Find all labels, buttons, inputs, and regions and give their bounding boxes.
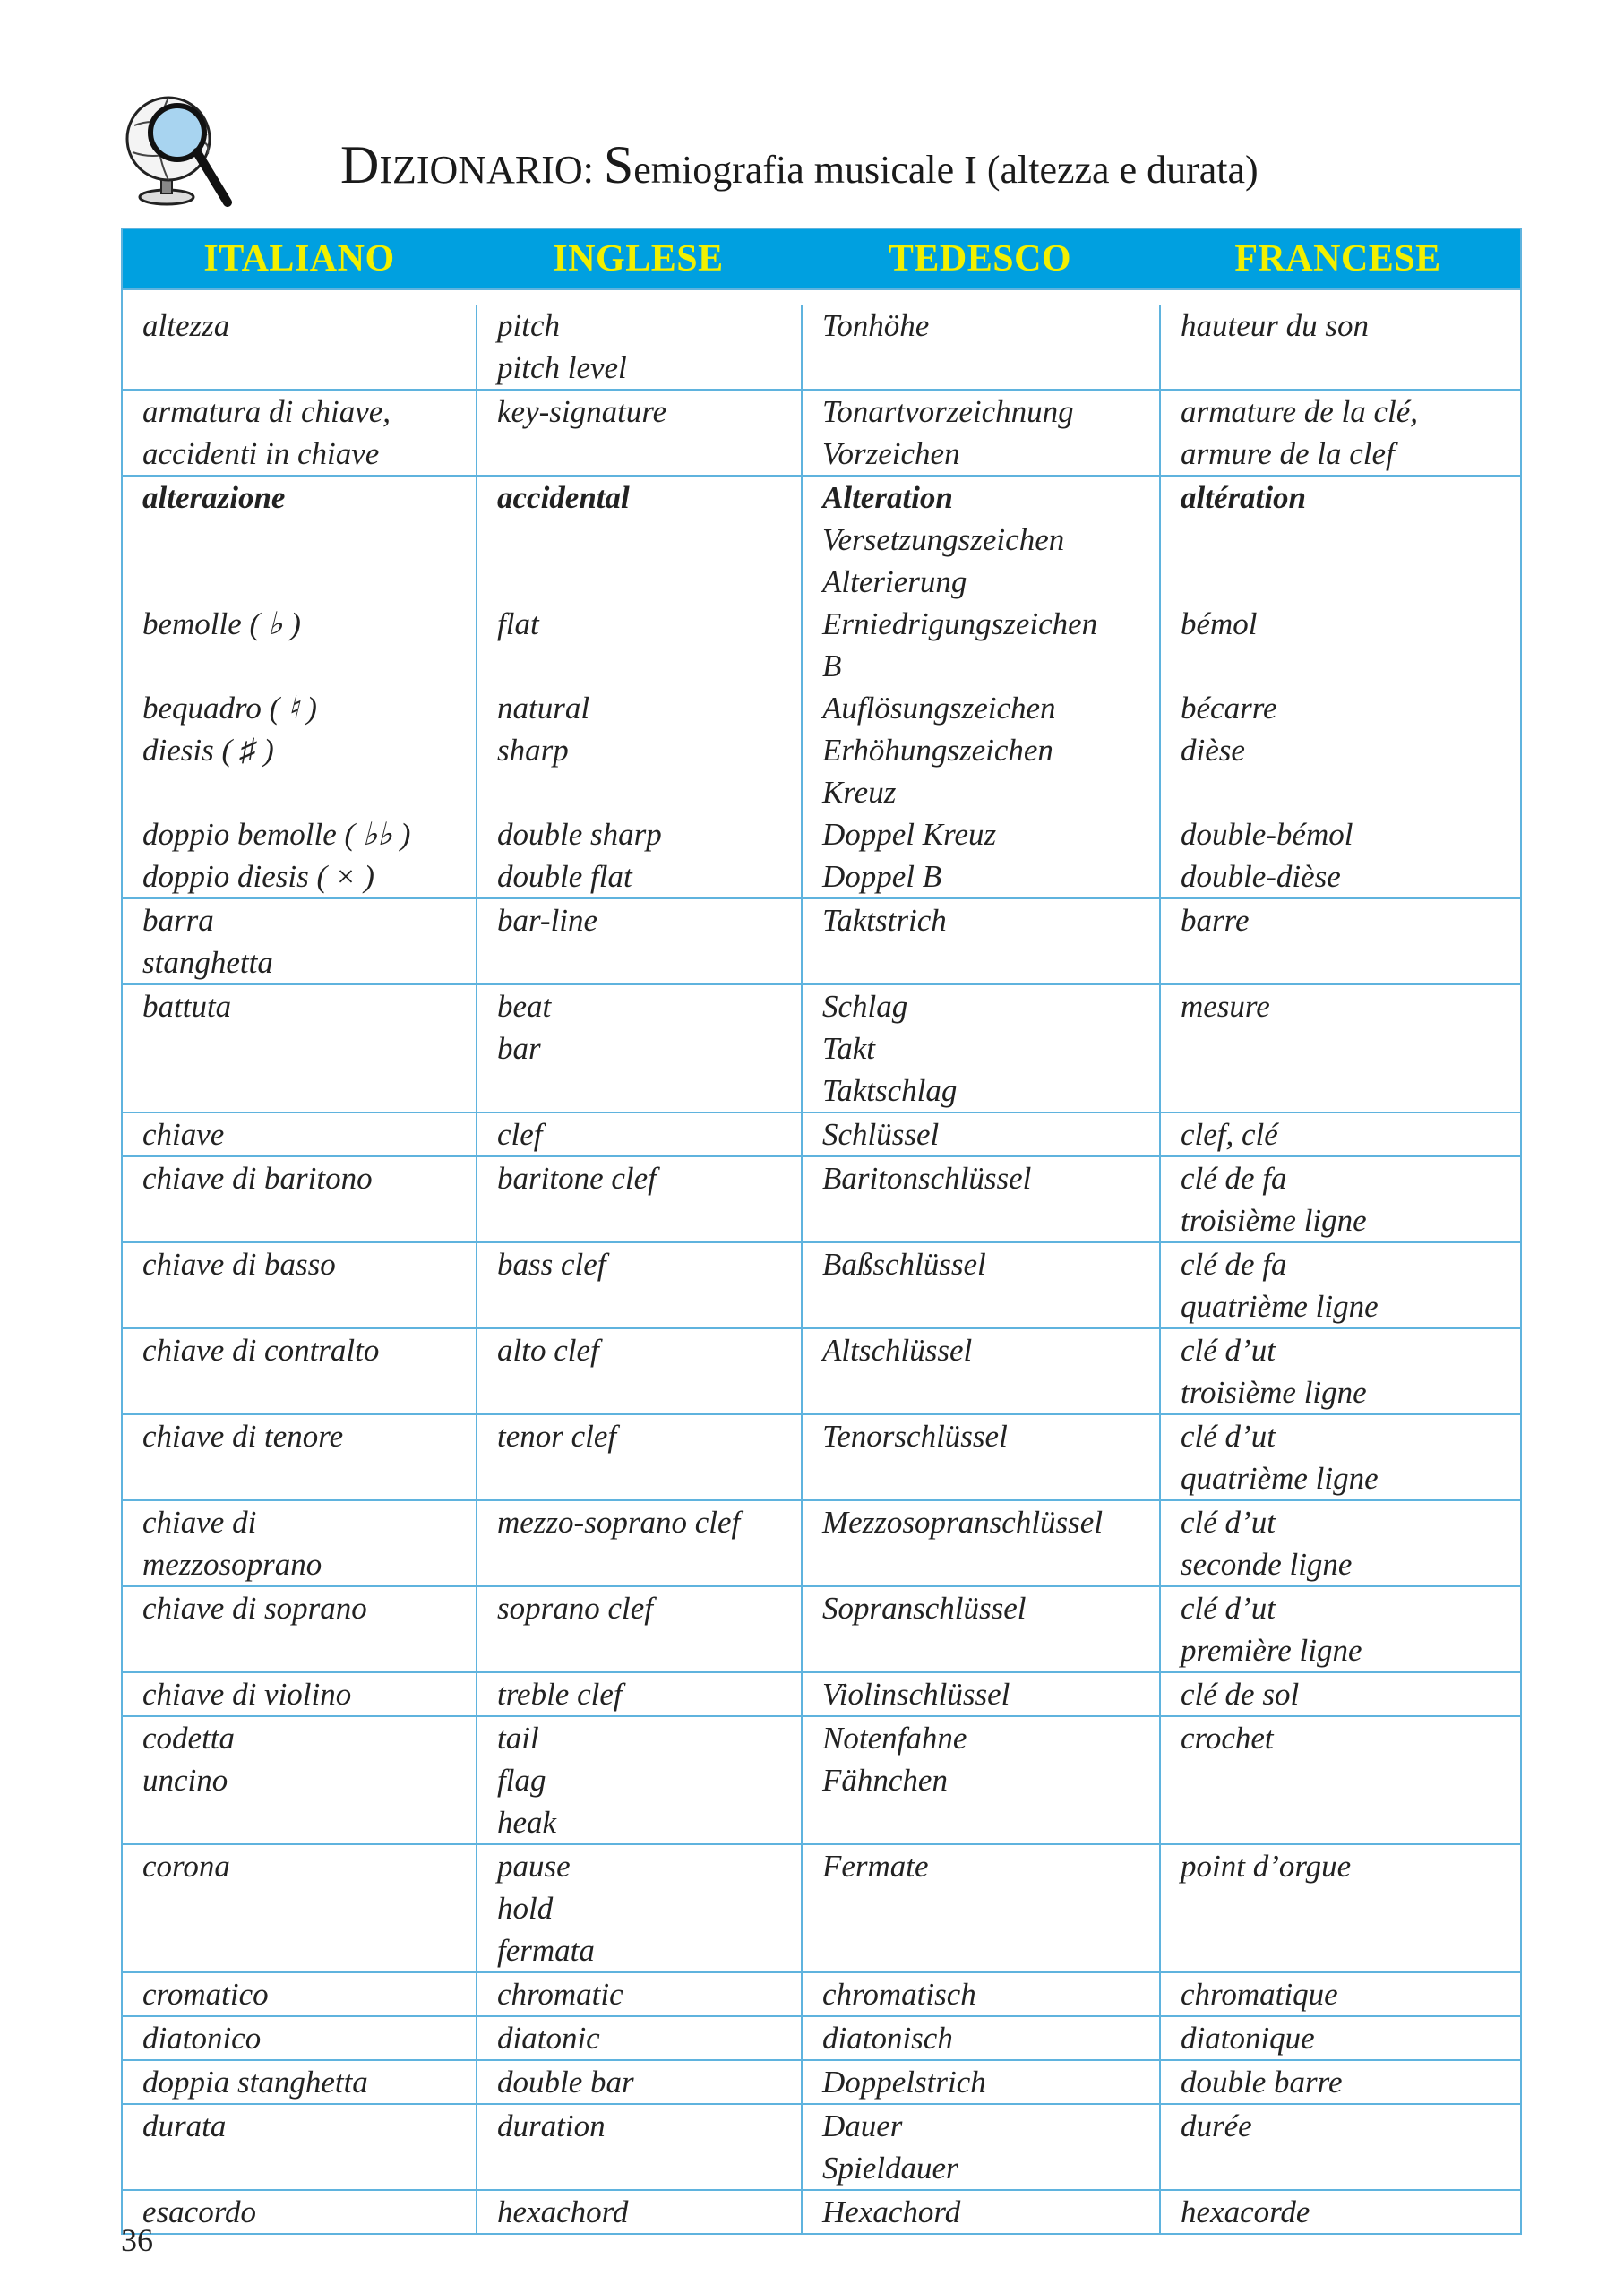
- term: [1181, 1759, 1517, 1801]
- term: [497, 1457, 801, 1499]
- cell-italiano: [123, 1157, 476, 1241]
- term: [142, 1371, 476, 1413]
- term: double barre: [1181, 2065, 1343, 2100]
- term: tail: [497, 1721, 539, 1756]
- cell-tedesco: [801, 985, 1159, 1112]
- table-row: [123, 1413, 1520, 1499]
- term: [142, 1199, 476, 1241]
- term: [142, 561, 476, 603]
- term: altération: [1181, 480, 1307, 515]
- term: Takt: [822, 1031, 876, 1066]
- term: quatrième ligne: [1181, 1289, 1379, 1324]
- term: key-signature: [497, 394, 667, 429]
- term: Baßschlüssel: [822, 1247, 986, 1282]
- cell-italiano: [123, 1113, 476, 1155]
- cell-francese: [1159, 2191, 1517, 2233]
- term: esacordo: [142, 2194, 257, 2229]
- term: [822, 1629, 1159, 1671]
- term: durée: [1181, 2108, 1252, 2143]
- table-row: [123, 288, 1520, 389]
- cell-inglese: [476, 2105, 801, 2189]
- cell-italiano: [123, 1973, 476, 2015]
- term: heak: [497, 1805, 557, 1840]
- term: armure de la clef: [1181, 436, 1395, 471]
- term: [142, 1457, 476, 1499]
- term: bass clef: [497, 1247, 606, 1282]
- term: [497, 941, 801, 983]
- cell-italiano: [123, 1501, 476, 1585]
- cell-inglese: [476, 1845, 801, 1971]
- term: [142, 771, 476, 813]
- table-row: [123, 2015, 1520, 2059]
- term: hexachord: [497, 2194, 629, 2229]
- term: diatonique: [1181, 2021, 1315, 2056]
- table-row: [123, 1971, 1520, 2015]
- cell-inglese: [476, 1113, 801, 1155]
- term: uncino: [142, 1763, 228, 1798]
- cell-francese: [1159, 1329, 1517, 1413]
- term: Fähnchen: [822, 1763, 948, 1798]
- cell-tedesco: [801, 1845, 1159, 1971]
- term: [1181, 1887, 1517, 1929]
- term: Doppel B: [822, 859, 942, 894]
- term: Notenfahne: [822, 1721, 967, 1756]
- cell-francese: [1159, 1415, 1517, 1499]
- term: doppio diesis ( × ): [142, 859, 374, 894]
- term: clef: [497, 1117, 543, 1152]
- column-header-inglese: INGLESE: [553, 238, 724, 279]
- cell-tedesco: [801, 2191, 1159, 2233]
- term: [1181, 1929, 1517, 1971]
- term: chiave di tenore: [142, 1419, 344, 1454]
- term: double-bémol: [1181, 817, 1353, 852]
- term: [1181, 1801, 1517, 1843]
- cell-francese: [1159, 1717, 1517, 1843]
- cell-francese: [1159, 1973, 1517, 2015]
- term: clé d’ut: [1181, 1505, 1276, 1540]
- cell-italiano: [123, 1717, 476, 1843]
- table-row: [123, 1241, 1520, 1327]
- term: [822, 1199, 1159, 1241]
- cell-tedesco: [801, 305, 1159, 389]
- term: [1181, 1027, 1517, 1069]
- term: [497, 1285, 801, 1327]
- term: beat: [497, 989, 552, 1024]
- title-part: IZIONARIO:: [379, 148, 604, 192]
- term: hauteur du son: [1181, 308, 1369, 343]
- table-row: [123, 2189, 1520, 2233]
- term: [822, 1457, 1159, 1499]
- term: corona: [142, 1849, 230, 1884]
- term: [142, 1887, 476, 1929]
- title-part: emiografia musicale I (altezza e durata): [633, 148, 1259, 192]
- table-row: [123, 389, 1520, 475]
- cell-francese: [1159, 1501, 1517, 1585]
- term: dièse: [1181, 733, 1245, 768]
- term: bequadro ( ♮ ): [142, 691, 317, 726]
- term: Erniedrigungszeichen: [822, 606, 1098, 641]
- cell-italiano: [123, 1243, 476, 1327]
- cell-italiano: [123, 477, 476, 897]
- table-header: [123, 229, 1520, 288]
- globe-magnifier-icon: [122, 90, 238, 210]
- term: troisième ligne: [1181, 1203, 1367, 1238]
- term: duration: [497, 2108, 606, 2143]
- term: fermata: [497, 1933, 595, 1968]
- term: tenor clef: [497, 1419, 617, 1454]
- dictionary-table: [121, 228, 1522, 2235]
- cell-tedesco: [801, 2017, 1159, 2059]
- cell-inglese: [476, 2061, 801, 2103]
- cell-tedesco: [801, 391, 1159, 475]
- term: [497, 519, 801, 561]
- table-row: [123, 1715, 1520, 1843]
- term: natural: [497, 691, 590, 726]
- cell-tedesco: [801, 1973, 1159, 2015]
- cell-francese: [1159, 1157, 1517, 1241]
- term: Spieldauer: [822, 2151, 958, 2186]
- term: chromatisch: [822, 1977, 976, 2012]
- term: Versetzungszeichen: [822, 522, 1065, 557]
- term: clé de sol: [1181, 1677, 1300, 1712]
- term: Taktstrich: [822, 903, 947, 938]
- term: cromatico: [142, 1977, 269, 2012]
- cell-inglese: [476, 1329, 801, 1413]
- term: treble clef: [497, 1677, 623, 1712]
- term: Tonartvorzeichnung: [822, 394, 1074, 429]
- term: [497, 771, 801, 813]
- term: Auflösungszeichen: [822, 691, 1056, 726]
- term: hold: [497, 1891, 554, 1926]
- term: [1181, 1069, 1517, 1112]
- term: barre: [1181, 903, 1250, 938]
- cell-tedesco: [801, 2061, 1159, 2103]
- term: seconde ligne: [1181, 1547, 1353, 1582]
- cell-inglese: [476, 1717, 801, 1843]
- page-title: [340, 134, 1259, 196]
- term: [822, 941, 1159, 983]
- table-row: [123, 983, 1520, 1112]
- cell-inglese: [476, 1415, 801, 1499]
- cell-italiano: [123, 985, 476, 1112]
- cell-tedesco: [801, 1717, 1159, 1843]
- term: [142, 1027, 476, 1069]
- term: troisième ligne: [1181, 1375, 1367, 1410]
- term: [142, 1069, 476, 1112]
- cell-italiano: [123, 1587, 476, 1671]
- cell-francese: [1159, 2017, 1517, 2059]
- term: [497, 433, 801, 475]
- cell-francese: [1159, 899, 1517, 983]
- table-row: [123, 1843, 1520, 1971]
- term: [822, 1543, 1159, 1585]
- term: mesure: [1181, 989, 1270, 1024]
- cell-italiano: [123, 899, 476, 983]
- term: [497, 1543, 801, 1585]
- term: bemolle ( ♭ ): [142, 606, 301, 641]
- term: [497, 1069, 801, 1112]
- cell-tedesco: [801, 2105, 1159, 2189]
- table-row: [123, 1499, 1520, 1585]
- table-row: [123, 897, 1520, 983]
- term: bar: [497, 1031, 541, 1066]
- term: [497, 2147, 801, 2189]
- term: flat: [497, 606, 539, 641]
- cell-tedesco: [801, 477, 1159, 897]
- term: clé de fa: [1181, 1247, 1287, 1282]
- term: Doppel Kreuz: [822, 817, 997, 852]
- term: [497, 561, 801, 603]
- cell-italiano: [123, 2191, 476, 2233]
- term: première ligne: [1181, 1633, 1362, 1668]
- column-header-italiano: ITALIANO: [203, 238, 395, 279]
- term: accidental: [497, 480, 630, 515]
- term: chiave: [142, 1117, 225, 1152]
- cell-tedesco: [801, 1243, 1159, 1327]
- table-row: [123, 2059, 1520, 2103]
- term: Alterierung: [822, 564, 967, 599]
- cell-francese: [1159, 391, 1517, 475]
- term: Schlüssel: [822, 1117, 940, 1152]
- term: clé d’ut: [1181, 1419, 1276, 1454]
- term: doppio bemolle ( ♭♭ ): [142, 817, 411, 852]
- cell-tedesco: [801, 899, 1159, 983]
- term: Mezzosopranschlüssel: [822, 1505, 1104, 1540]
- cell-tedesco: [801, 1501, 1159, 1585]
- term: Dauer: [822, 2108, 903, 2143]
- term: [822, 347, 1159, 389]
- term: diatonic: [497, 2021, 600, 2056]
- term: [1181, 519, 1517, 561]
- cell-italiano: [123, 1415, 476, 1499]
- term: Violinschlüssel: [822, 1677, 1010, 1712]
- term: accidenti in chiave: [142, 436, 380, 471]
- table-row: [123, 1112, 1520, 1155]
- cell-inglese: [476, 2191, 801, 2233]
- table-row: [123, 1327, 1520, 1413]
- term: [142, 1929, 476, 1971]
- cell-francese: [1159, 2105, 1517, 2189]
- term: [142, 1629, 476, 1671]
- cell-inglese: [476, 899, 801, 983]
- term: hexacorde: [1181, 2194, 1310, 2229]
- term: altezza: [142, 308, 230, 343]
- term: chiave di violino: [142, 1677, 352, 1712]
- cell-italiano: [123, 2061, 476, 2103]
- term: double flat: [497, 859, 632, 894]
- term: Baritonschlüssel: [822, 1161, 1032, 1196]
- cell-francese: [1159, 477, 1517, 897]
- term: [142, 347, 476, 389]
- cell-italiano: [123, 1329, 476, 1413]
- term: [822, 1371, 1159, 1413]
- cell-francese: [1159, 1243, 1517, 1327]
- term: [1181, 561, 1517, 603]
- term: chromatique: [1181, 1977, 1338, 2012]
- term: [142, 1285, 476, 1327]
- term: [822, 1285, 1159, 1327]
- term: [1181, 645, 1517, 687]
- term: Tenorschlüssel: [822, 1419, 1008, 1454]
- term: battuta: [142, 989, 232, 1024]
- term: Erhöhungszeichen: [822, 733, 1053, 768]
- term: Tonhöhe: [822, 308, 930, 343]
- term: bémol: [1181, 606, 1258, 641]
- term: Hexachord: [822, 2194, 961, 2229]
- term: mezzo-soprano clef: [497, 1505, 741, 1540]
- term: pitch level: [497, 350, 627, 385]
- cell-francese: [1159, 1673, 1517, 1715]
- cell-inglese: [476, 2017, 801, 2059]
- cell-italiano: [123, 2105, 476, 2189]
- term: [1181, 2147, 1517, 2189]
- term: [1181, 347, 1517, 389]
- term: Taktschlag: [822, 1073, 958, 1108]
- cell-inglese: [476, 391, 801, 475]
- term: Sopranschlüssel: [822, 1591, 1027, 1626]
- cell-inglese: [476, 1501, 801, 1585]
- term: baritone clef: [497, 1161, 657, 1196]
- term: chiave di contralto: [142, 1333, 380, 1368]
- term: chromatic: [497, 1977, 623, 2012]
- term: [822, 1801, 1159, 1843]
- cell-tedesco: [801, 1673, 1159, 1715]
- term: [497, 645, 801, 687]
- term: [822, 1887, 1159, 1929]
- term: [142, 2147, 476, 2189]
- term: [1181, 941, 1517, 983]
- cell-inglese: [476, 477, 801, 897]
- term: pitch: [497, 308, 560, 343]
- title-initial: S: [603, 135, 634, 194]
- cell-francese: [1159, 1587, 1517, 1671]
- table-row: [123, 2103, 1520, 2189]
- term: mezzosoprano: [142, 1547, 322, 1582]
- term: codetta: [142, 1721, 236, 1756]
- column-header-francese: FRANCESE: [1234, 238, 1441, 279]
- cell-italiano: [123, 391, 476, 475]
- term: chiave di baritono: [142, 1161, 373, 1196]
- term: [497, 1629, 801, 1671]
- table-row: [123, 1671, 1520, 1715]
- term: clé de fa: [1181, 1161, 1287, 1196]
- cell-francese: [1159, 1845, 1517, 1971]
- term: Schlag: [822, 989, 908, 1024]
- cell-tedesco: [801, 1157, 1159, 1241]
- table-row: [123, 1585, 1520, 1671]
- term: Altschlüssel: [822, 1333, 973, 1368]
- term: pause: [497, 1849, 571, 1884]
- cell-inglese: [476, 1157, 801, 1241]
- term: alto clef: [497, 1333, 599, 1368]
- term: [142, 519, 476, 561]
- term: diatonico: [142, 2021, 262, 2056]
- title-initial: D: [340, 135, 380, 194]
- page-number: 36: [121, 2222, 153, 2258]
- term: sharp: [497, 733, 569, 768]
- term: clé d’ut: [1181, 1591, 1276, 1626]
- term: quatrième ligne: [1181, 1461, 1379, 1496]
- cell-inglese: [476, 1973, 801, 2015]
- term: doppia stanghetta: [142, 2065, 368, 2100]
- column-header-tedesco: TEDESCO: [888, 238, 1072, 279]
- term: soprano clef: [497, 1591, 654, 1626]
- term: [142, 1801, 476, 1843]
- term: chiave di basso: [142, 1247, 336, 1282]
- term: clé d’ut: [1181, 1333, 1276, 1368]
- term: diatonisch: [822, 2021, 953, 2056]
- cell-italiano: [123, 1673, 476, 1715]
- term: Fermate: [822, 1849, 929, 1884]
- term: durata: [142, 2108, 227, 2143]
- cell-tedesco: [801, 1329, 1159, 1413]
- term: [822, 1929, 1159, 1971]
- term: [497, 1199, 801, 1241]
- cell-tedesco: [801, 1415, 1159, 1499]
- cell-tedesco: [801, 1587, 1159, 1671]
- term: [497, 1371, 801, 1413]
- table-row: [123, 1155, 1520, 1241]
- cell-inglese: [476, 1243, 801, 1327]
- term: chiave di soprano: [142, 1591, 367, 1626]
- term: double bar: [497, 2065, 634, 2100]
- term: Alteration: [822, 480, 953, 515]
- term: flag: [497, 1763, 546, 1798]
- cell-inglese: [476, 1587, 801, 1671]
- term: Doppelstrich: [822, 2065, 986, 2100]
- term: bar-line: [497, 903, 598, 938]
- term: B: [822, 648, 842, 683]
- cell-francese: [1159, 305, 1517, 389]
- term: diesis ( ♯ ): [142, 733, 274, 768]
- term: point d’orgue: [1181, 1849, 1352, 1884]
- cell-inglese: [476, 1673, 801, 1715]
- term: double-dièse: [1181, 859, 1341, 894]
- term: double sharp: [497, 817, 662, 852]
- cell-francese: [1159, 2061, 1517, 2103]
- cell-italiano: [123, 1845, 476, 1971]
- term: clef, clé: [1181, 1117, 1278, 1152]
- term: [142, 645, 476, 687]
- term: chiave di: [142, 1505, 257, 1540]
- term: stanghetta: [142, 945, 273, 980]
- cell-inglese: [476, 985, 801, 1112]
- cell-francese: [1159, 985, 1517, 1112]
- term: barra: [142, 903, 214, 938]
- table-row: [123, 475, 1520, 897]
- term: Vorzeichen: [822, 436, 960, 471]
- term: crochet: [1181, 1721, 1274, 1756]
- cell-italiano: [123, 305, 476, 389]
- cell-francese: [1159, 1113, 1517, 1155]
- term: armatura di chiave,: [142, 394, 391, 429]
- term: [1181, 771, 1517, 813]
- term: armature de la clé,: [1181, 394, 1419, 429]
- cell-inglese: [476, 305, 801, 389]
- cell-tedesco: [801, 1113, 1159, 1155]
- term: bécarre: [1181, 691, 1277, 726]
- cell-italiano: [123, 2017, 476, 2059]
- term: Kreuz: [822, 775, 897, 810]
- term: alterazione: [142, 480, 286, 515]
